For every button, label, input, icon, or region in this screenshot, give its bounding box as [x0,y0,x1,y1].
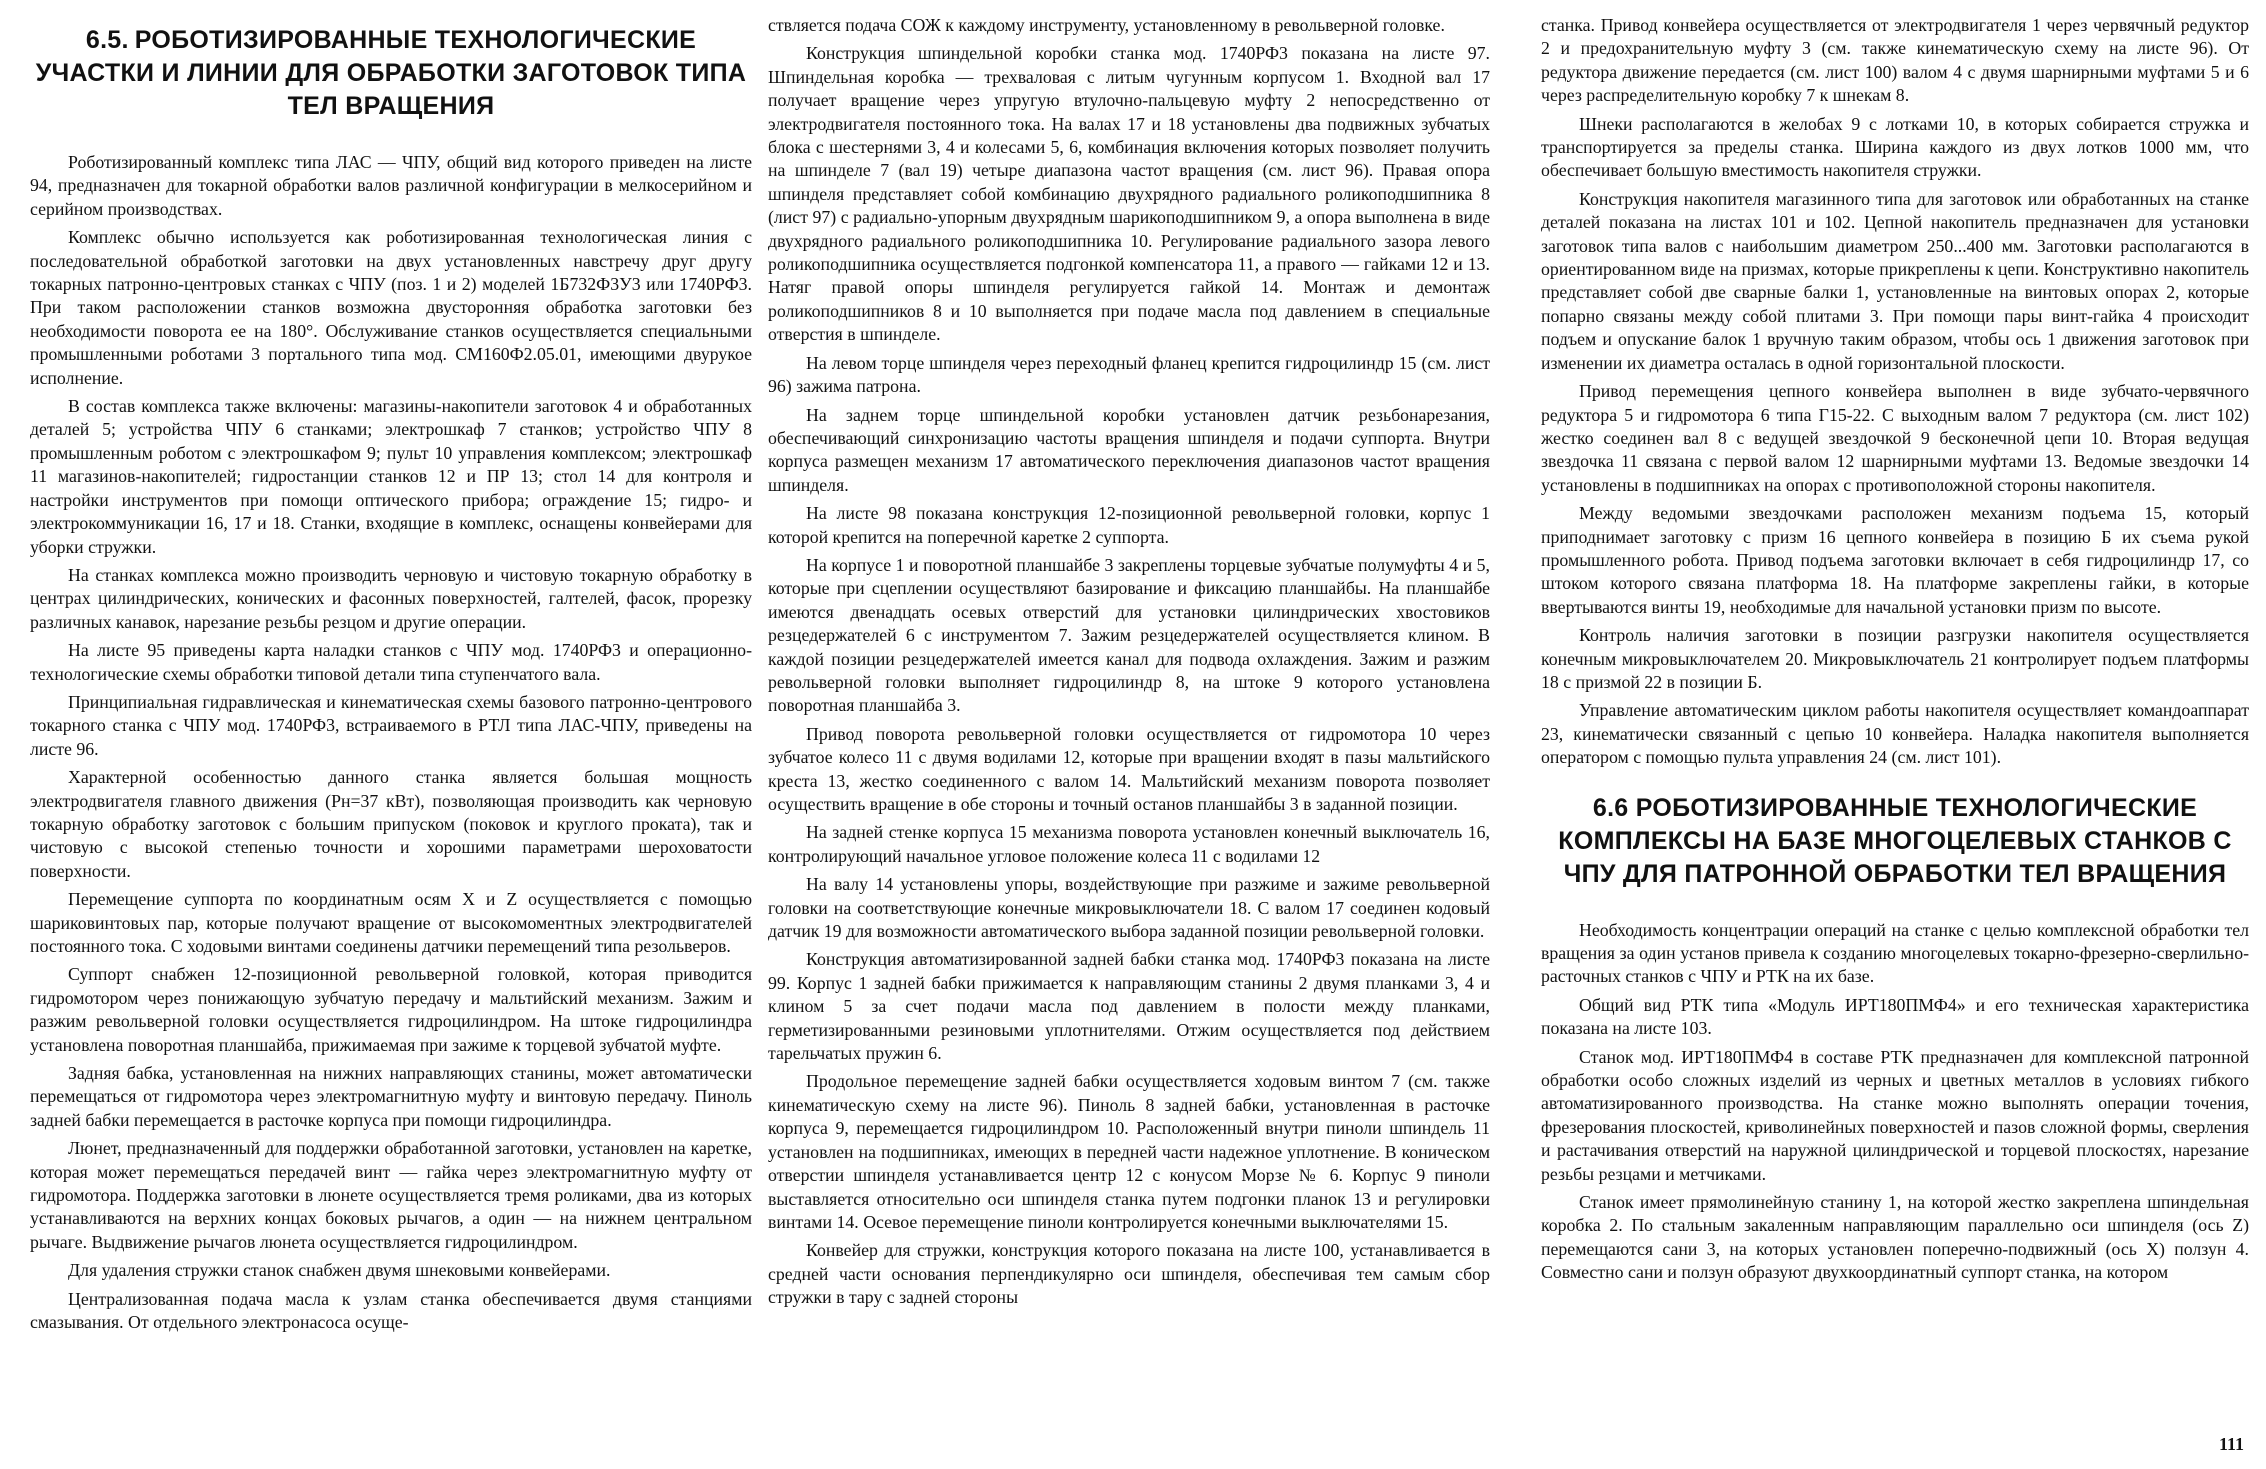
section-title-6-6: 6.6 РОБОТИЗИРОВАННЫЕ ТЕХНОЛОГИЧЕСКИЕ КОМПЛЕКСЫ НА БАЗЕ МНОГОЦЕЛЕВЫХ СТАНКОВ С ЧПУ ДЛЯ ПАТРОННОЙ ОБРАБОТКИ ТЕЛ ВРАЩЕНИЯ [1558,793,2232,888]
paragraph: Люнет, предназначенный для поддержки обработанной заготовки, установлен на каретке, которая может перемещаться передачей винт — гайка через электромагнитную муфту от гидромотора. Поддержка заготовки в люнете осуществляется тремя роликами, два из которых устанавливаются на верхних концах боковых рычагов, а один — на нижнем центральном рычаге. Выдвижение рычагов люнета осуществляется гидроцилиндром. [30,1138,752,1252]
paragraph: Роботизированный комплекс типа ЛАС — ЧПУ, общий вид которого приведен на листе 94, предназначен для токарной обработки валов различной конфигурации в мелкосерийном и серийном производствах. [30,152,752,219]
paragraph: На валу 14 установлены упоры, воздействующие при разжиме и зажиме револьверной головки на соответствующие конечные микровыключатели 18. С валом 17 соединен кодовый датчик 19 для возможности автоматического выбора заданной позиции револьверной головки. [768,874,1490,942]
paragraph: На листе 95 приведены карта наладки станков с ЧПУ мод. 1740РФ3 и операционно-технологические схемы обработки типовой детали типа ступенчатого вала. [30,640,752,684]
paragraph: Общий вид РТК типа «Модуль ИРТ180ПМФ4» и его техническая характеристика показана на листе 103. [1541,994,2249,1039]
paragraph: Перемещение суппорта по координатным осям X и Z осуществляется с помощью шариковинтовых пар, которые получают вращение от высокомоментных электродвигателей постоянного тока. С ходовыми винтами соединены датчики перемещений типа резольверов. [30,889,752,956]
paragraph: Конструкция автоматизированной задней бабки станка мод. 1740РФ3 показана на листе 99. Корпус 1 задней бабки прижимается к направляющим станины 2 двумя планками 3, 4 и клином 5 за счет подачи масла под давлением в полости между планками, герметизированными резиновыми уплотнителями. Отжим осуществляется под действием тарельчатых пружин 6. [768,949,1490,1064]
column-left [30,14,752,1454]
paragraph: Станок имеет прямолинейную станину 1, на которой жестко закреплена шпиндельная коробка 2. По стальным закаленным направляющим параллельно оси шпинделя (ось Z) перемещаются сани 3, на которых установлен поперечно-подвижный (ось X) ползун 4. Совместно сани и ползун образуют двухкоординатный суппорт станка, на котором [1541,1192,2249,1283]
paragraph: Для удаления стружки станок снабжен двумя шнековыми конвейерами. [68,1260,611,1281]
section-number: 6.5. [85,26,129,54]
paragraph: На левом торце шпинделя через переходный фланец крепится гидроцилиндр 15 (см. лист 96) зажима патрона. [768,352,1490,397]
paragraph: Принципиальная гидравлическая и кинематическая схемы базового патронно-центрового токарного станка с ЧПУ мод. 1740РФ3, встраиваемого в РТЛ типа ЛАС-ЧПУ, приведены на листе 96. [30,691,752,759]
paragraph: Между ведомыми звездочками расположен механизм подъема 15, который приподнимает заготовку с призм 16 цепного конвейера в позицию Б их съема рукой промышленного робота. Привод подъема заготовки включает в себя гидроцилиндр 17, со штоком которого связана платформа 18. На платформе закреплены гайки, в которые ввертываются винты 19, необходимые для начальной установки призм по высоте. [1541,503,2249,617]
paragraph: Контроль наличия заготовки в позиции разгрузки накопителя осуществляется конечным микровыключателем 20. Микровыключатель 21 контролирует подъем платформы 18 с призмой 22 в позиции Б. [1541,625,2249,692]
paragraph: Управление автоматическим циклом работы накопителя осуществляет командоаппарат 23, кинематически связанный с цепью 10 конвейера. Наладка накопителя выполняется оператором с помощью пульта управления 24 (см. лист 101). [1541,700,2249,768]
column-middle [768,14,1490,1454]
paragraph: Централизованная подача масла к узлам станка обеспечивается двумя станциями смазывания. От отдельного электронасоса осуще- [30,1288,752,1333]
paragraph: На станках комплекса можно производить черновую и чистовую токарную обработку в центрах цилиндрических, конических и фасонных поверхностей, галтелей, фасок, прорезку различных канавок, нарезание резьбы резцом и другие операции. [30,564,752,632]
paragraph: В состав комплекса также включены: магазины-накопители заготовок 4 и обработанных деталей 5; устройства ЧПУ 6 станками; электрошкаф 7 станков; устройство ЧПУ 8 промышленным роботом с электрошкафом 9; пульт 10 управления комплексом; электрошкаф 11 магазинов-накопителей; гидростанции станков 12 и ПР 13; стол 14 для контроля и настройки инструментов при помощи оптического прибора; ограждение 15; гидро- и электрокоммуникации 16, 17 и 18. Станки, входящие в комплекс, оснащены конвейерами для уборки стружки. [30,396,752,557]
paragraph-continued: станка. Привод конвейера осуществляется от электродвигателя 1 через червячный редуктор 2 и предохранительную муфту 3 (см. также кинематическую схему на листе 96). От редуктора движение передается (см. лист 100) валом 4 с двумя шарнирными муфтами 5 и 6 через распределительную коробку 7 к шнекам 8. [1541,15,2249,106]
paragraph: Привод поворота револьверной головки осуществляется от гидромотора 10 через зубчатое колесо 11 с двумя водилами 12, которые при вращении входят в пазы мальтийского креста 13, жестко соединенного с валом 14. Мальтийский механизм поворота позволяет осуществить вращение в обе стороны и точный останов планшайбы 3 в заданной позиции. [768,723,1490,814]
paragraph: Привод перемещения цепного конвейера выполнен в виде зубчато-червячного редуктора 5 и гидромотора 6 типа Г15-22. С выходным валом 7 редуктора (см. лист 102) жестко соединен вал 8 с ведущей звездочкой 9 бесконечной цепи 10. Вторая ведущая звездочка 11 связана с первой валом 12 шарнирными муфтами 13. Ведомые звездочки 14 установлены в подшипниках на опорах с противоположной стороны накопителя. [1541,381,2249,495]
paragraph: Характерной особенностью данного станка является большая мощность электродвигателя главного движения (Рн=37 кВт), позволяющая производить как черновую токарную обработку заготовок с большим припуском (поковок и круглого проката), так и чистовую с высокой степенью точности и хорошими параметрами шероховатости поверхности. [30,767,752,881]
paragraph: Комплекс обычно используется как роботизированная технологическая линия с последовательной обработкой заготовки на двух установленных навстречу друг другу токарных патронно-центровых станках с ЧПУ (поз. 1 и 2) моделей 1Б732Ф3У3 или 1740РФ3. При таком расположении станков возможна двусторонняя обработка заготовки без необходимости поворота ее на 180°. Обслуживание станков осуществляется специальными промышленными роботами 3 портального типа мод. СМ160Ф2.05.01, имеющими двурукое исполнение. [30,227,752,388]
paragraph: Задняя бабка, установленная на нижних направляющих станины, может автоматически перемещаться от гидромотора через электромагнитную муфту и винтовую передачу. Пиноль задней бабки перемещается в расточке корпуса при помощи гидроцилиндра. [30,1063,752,1130]
column-right [1541,14,2249,1454]
paragraph: Конструкция накопителя магазинного типа для заготовок или обработанных на станке деталей показана на листах 101 и 102. Цепной накопитель предназначен для установки заготовок типа валов с наибольшим диаметром 250...400 мм. Заготовки располагаются в ориентированном виде на призмах, которые прикреплены к цепи. Конструктивно накопитель представляет собой две сварные балки 1, установленные на винтовых опорах 2, которые попарно связаны между собой плитами 3. При помощи пары винт-гайка 4 происходит подъем и опускание балок 1 вручную таким образом, чтобы ось 1 движения заготовок при изменении их диаметра осталась в одной горизонтальной плоскости. [1541,188,2249,373]
paragraph-continued: ствляется подача СОЖ к каждому инструменту, установленному в револьверной головке. [768,15,1445,35]
paragraph: Суппорт снабжен 12-позиционной револьверной головкой, которая приводится гидромотором через понижающую зубчатую передачу и мальтийский механизм. Зажим и разжим револьверной головки осуществляется гидроцилиндром. На штоке гидроцилиндра установлена поворотная планшайба, прижимаемая при зажиме к торцевой зубчатой муфте. [30,964,752,1055]
paragraph: На заднем торце шпиндельной коробки установлен датчик резьбонарезания, обеспечивающий синхронизацию частоты вращения шпинделя и подачи суппорта. Внутри корпуса размещен механизм 17 автоматического переключения диапазонов частот вращения шпинделя. [768,404,1490,495]
paragraph: Продольное перемещение задней бабки осуществляется ходовым винтом 7 (см. также кинематическую схему на листе 96). Пиноль 8 задней бабки, установленная в расточке корпуса 9, перемещается гидроцилиндром 10. Расположенный внутри пиноли шпиндель 11 установлен на подшипниках, имеющих в передней части надежное уплотнение. В коническом отверстии шпинделя устанавливается центр 12 с конусом Морзе № 6. Корпус 9 пиноли выставляется относительно оси шпинделя станка путем подгонки планок 13 и регулировки винтами 14. Осевое перемещение пиноли контролируется конечными выключателями 15. [768,1071,1490,1232]
paragraph: На корпусе 1 и поворотной планшайбе 3 закреплены торцевые зубчатые полумуфты 4 и 5, которые при сцеплении осуществляют базирование и фиксацию планшайбы. На планшайбе имеются двенадцать осевых отверстий для установки цилиндрических хвостовиков резцедержателей 6 с инструментом 7. Зажим резцедержателей осуществляется клином. В каждой позиции резцедержателей имеется канал для подвода охлаждения. Зажим и разжим револьверной головки выполняет гидроцилиндр 8, на штоке 9 которого установлена поворотная планшайба 3. [768,554,1490,716]
paragraph: Необходимость концентрации операций на станке с целью комплексной обработки тел вращения за один установ привела к созданию многоцелевых токарно-фрезерно-сверлильно-расточных станков с ЧПУ и РТК на их базе. [1541,919,2249,987]
page-number: 111 [2218,1434,2244,1454]
paragraph: Конструкция шпиндельной коробки станка мод. 1740РФ3 показана на листе 97. Шпиндельная коробка — трехваловая с литым чугунным корпусом 1. Входной вал 17 получает вращение через упругую втулочно-пальцевую муфту 2 непосредственно от электродвигателя постоянного тока. На валах 17 и 18 установлены два подвижных зубчатых блока с шестернями 3, 4 и колесами 5, 6, комбинация включения которых позволяет получить на шпинделе 7 (вал 19) четыре диапазона частот вращения (см. лист 96). Правая опора шпинделя представляет собой комбинацию двухрядного радиального роликоподшипника 8 (лист 97) с радиально-упорным двухрядным шарикоподшипником 9, а опора выполнена в виде двухрядного радиального роликоподшипника 10. Регулирование радиального зазора левого роликоподшипника осуществляется подгонкой компенсатора 11, а правого — гайками 12 и 13. Натяг правой опоры шпинделя регулируется гайкой 14. Монтаж и демонтаж роликоподшипников 8 и 10 выполняется при подаче масла под давлением в специальные отверстия в шпинделе. [768,43,1490,345]
paragraph: Шнеки располагаются в желобах 9 с лотками 10, в которых собирается стружка и транспортируется за пределы станка. Ширина каждого из двух лотков 1000 мм, что обеспечивает большую вместимость накопителя стружки. [1541,113,2249,181]
paragraph: Конвейер для стружки, конструкция которого показана на листе 100, устанавливается в средней части основания перпендикулярно оси шпинделя, обеспечивая тем самым сбор стружки в тару с задней стороны [768,1240,1490,1308]
section-title-6-5 [30,24,752,123]
paragraph: Станок мод. ИРТ180ПМФ4 в составе РТК предназначен для комплексной патронной обработки особо сложных изделий из черных и цветных металлов в условиях гибкого автоматизированного производства. На станке можно выполнять операции точения, фрезерования плоскостей, криволинейных поверхностей и пазов сложной формы, сверления и растачивания отверстий на наружной цилиндрической и торцевой плоскостях, нарезание резьбы резцами и метчиками. [1541,1046,2249,1184]
section-heading-text: РОБОТИЗИРОВАННЫЕ ТЕХНОЛОГИЧЕСКИЕ УЧАСТКИ И ЛИНИИ ДЛЯ ОБРАБОТКИ ЗАГОТОВОК ТИПА ТЕЛ ВРАЩЕНИЯ [35,26,747,120]
paragraph: На задней стенке корпуса 15 механизма поворота установлен конечный выключатель 16, контролирующий начальное угловое положение колеса 11 с водилами 12 [768,822,1490,866]
paragraph: На листе 98 показана конструкция 12-позиционной револьверной головки, корпус 1 которой крепится на поперечной каретке 2 суппорта. [768,503,1490,547]
